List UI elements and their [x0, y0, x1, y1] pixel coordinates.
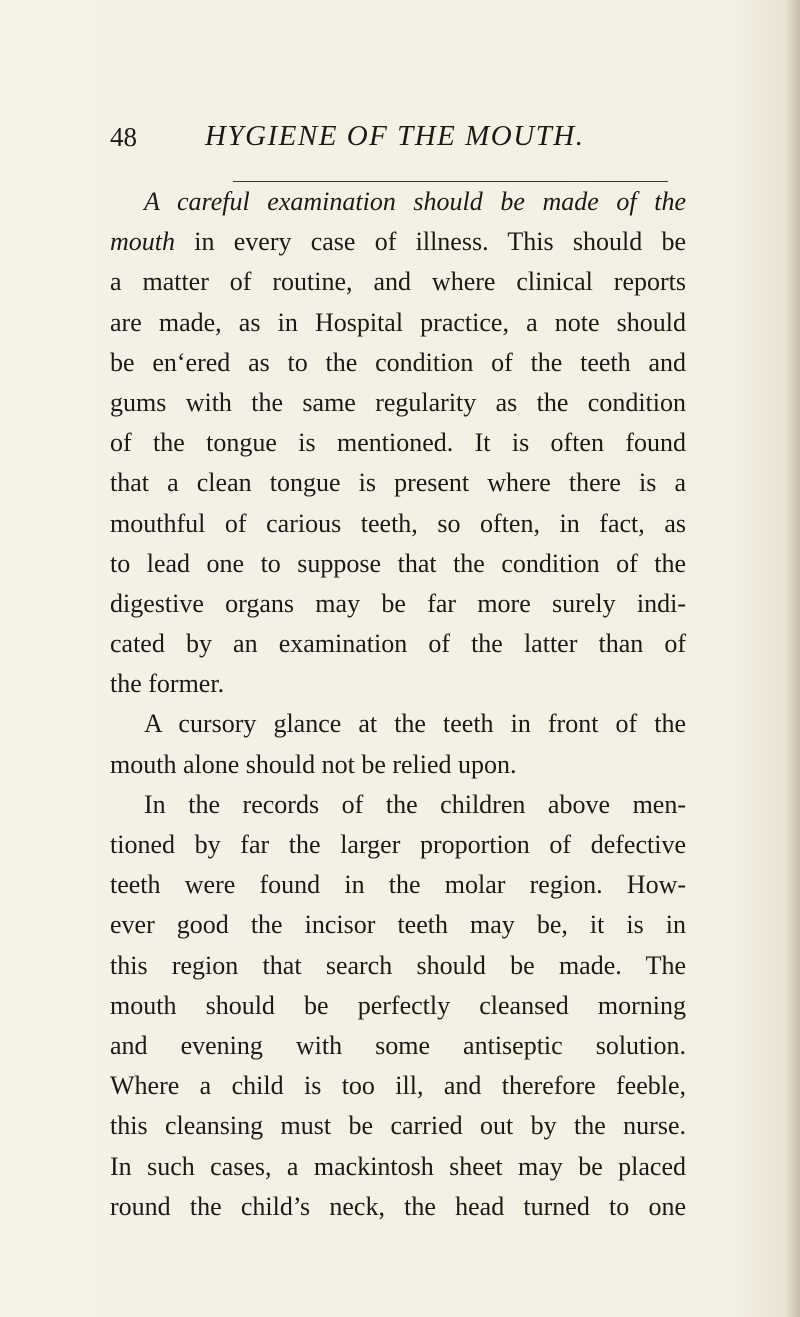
line-text: the former.: [110, 669, 225, 699]
text-line: [110, 1066, 686, 1106]
line-text: to lead one to suppose that the condition of the: [110, 548, 686, 578]
text-line: [110, 865, 686, 905]
line-text: In such cases, a mackintosh sheet may be placed: [110, 1151, 686, 1181]
text-line: [110, 423, 686, 463]
line-text: this cleansing must be carried out by the nurse.: [110, 1111, 686, 1141]
line-text: and evening with some antiseptic solution.: [110, 1030, 686, 1060]
text-line: [110, 1147, 686, 1187]
body-text: [110, 182, 686, 1227]
line-text: gums with the same regularity as the condition: [110, 387, 686, 417]
line-text: of the tongue is mentioned. It is often found: [110, 428, 686, 458]
text-line: [110, 463, 686, 503]
text-line: [110, 343, 686, 383]
text-line: [110, 986, 686, 1026]
text-line: [110, 1187, 686, 1227]
line-text: cated by an examination of the latter than of: [110, 629, 686, 659]
line-text: be en‘ered as to the condition of the teeth and: [110, 347, 686, 377]
text-line: [110, 946, 686, 986]
text-line: [110, 704, 686, 744]
text-line: [110, 383, 686, 423]
text-line: [110, 624, 686, 664]
line-text: mouth alone should not be relied upon.: [110, 749, 517, 779]
page-edge-shadow: [786, 0, 800, 1317]
line-text: In the records of the children above men-: [144, 789, 686, 819]
text-line: [110, 1106, 686, 1146]
text-line: [110, 1026, 686, 1066]
text-line: [110, 182, 686, 222]
line-text: tioned by far the larger proportion of defective: [110, 830, 686, 859]
line-text: ever good the incisor teeth may be, it is in: [110, 910, 686, 940]
line-text: this region that search should be made. The: [110, 950, 686, 980]
line-text: that a clean tongue is present where there is a: [110, 468, 686, 498]
line-text: in every case of illness. This should be: [175, 227, 686, 257]
text-line: [110, 785, 686, 825]
line-text: A cursory glance at the teeth in front of the: [144, 709, 686, 739]
line-text: are made, as in Hospital practice, a note should: [110, 307, 686, 337]
text-line: [110, 504, 686, 544]
line-text: mouthful of carious teeth, so often, in fact, as: [110, 508, 686, 538]
text-line: [110, 664, 686, 704]
text-line: [110, 544, 686, 584]
italic-lead: mouth: [110, 227, 175, 257]
line-text: a matter of routine, and where clinical reports: [110, 267, 686, 297]
text-line: [110, 745, 686, 785]
text-line: [110, 262, 686, 302]
text-line: [110, 905, 686, 945]
line-text: teeth were found in the molar region. How-: [110, 870, 686, 900]
line-text: Where a child is too ill, and therefore feeble,: [110, 1071, 686, 1101]
running-head: [0, 118, 800, 158]
text-line: [110, 825, 686, 865]
text-line: [110, 303, 686, 343]
text-line: [110, 222, 686, 262]
page-number: 48: [110, 122, 137, 152]
running-head-title: HYGIENE OF THE MOUTH.: [205, 120, 585, 152]
line-text: round the child’s neck, the head turned to one: [110, 1191, 686, 1221]
text-line: [110, 584, 686, 624]
italic-lead: A careful examination should be made of the: [144, 187, 686, 216]
line-text: mouth should be perfectly cleansed morning: [110, 990, 686, 1020]
line-text: digestive organs may be far more surely indi-: [110, 588, 686, 618]
